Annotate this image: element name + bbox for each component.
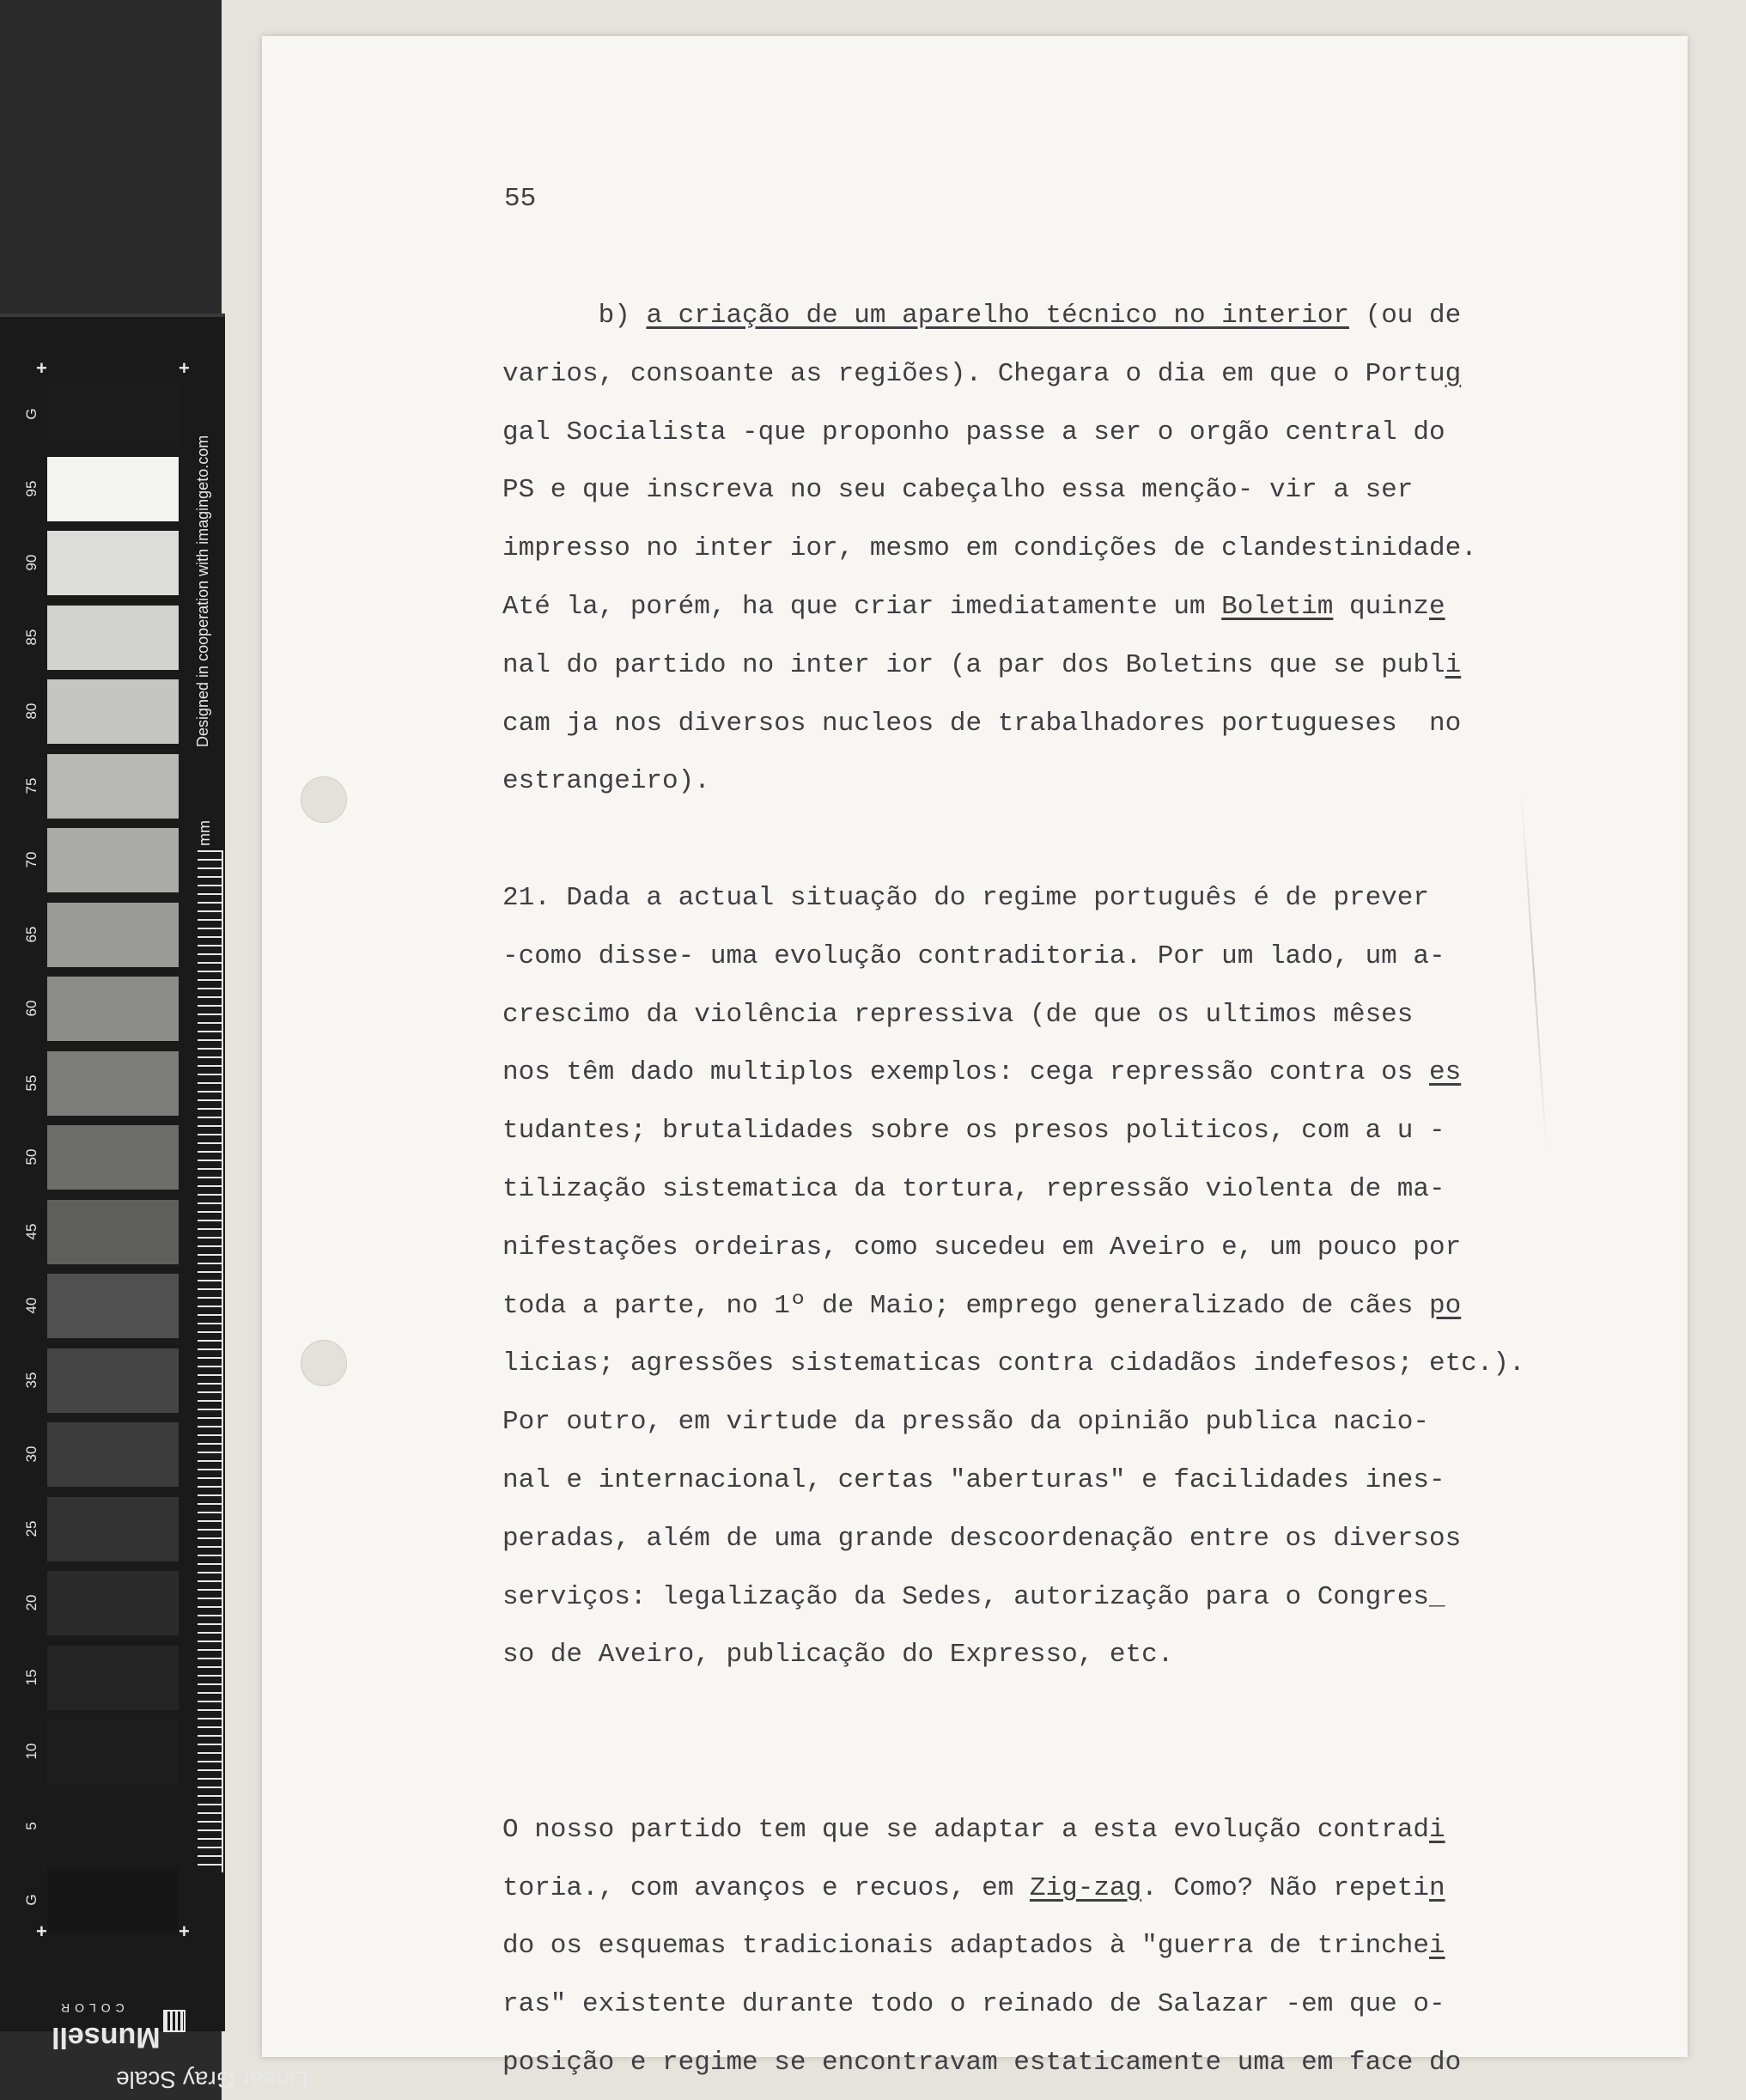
gray-patch-label: 35	[23, 1372, 40, 1388]
gray-patch-label: 40	[23, 1297, 40, 1314]
underlined-text: Zig-zag	[1029, 1872, 1142, 1903]
gray-patch-label: 5	[23, 1821, 40, 1830]
credit-text: Designed in cooperation with imagingeto.com	[194, 435, 211, 747]
underlined-text: i	[1445, 649, 1462, 680]
text-segment: toda a parte, no 1º de Maio; emprego generalizado de cães	[502, 1290, 1429, 1321]
scale-name: Linear Gray Scale	[116, 2067, 309, 2093]
gray-patch-label: 25	[23, 1520, 40, 1537]
text-segment: nal do partido no inter ior (a par dos Boletins que se publ	[502, 649, 1445, 680]
text-line	[502, 648, 1461, 683]
paper-crease	[1520, 792, 1547, 1152]
punch-hole	[301, 776, 347, 823]
text-segment: nifestações ordeiras, como sucedeu em Aveiro e, um pouco por	[502, 1232, 1462, 1263]
underlined-text: i	[1428, 1931, 1445, 1962]
munsell-logo-icon	[163, 2010, 186, 2032]
gray-patch-label: 80	[23, 703, 40, 720]
gray-patch	[47, 754, 179, 819]
gray-patch-label: 55	[23, 1074, 40, 1091]
text-line	[502, 1114, 1445, 1148]
gray-patch	[47, 1348, 179, 1413]
text-segment: tilização sistematica da tortura, repressão violenta de ma-	[502, 1174, 1445, 1204]
text-segment: do os esquemas tradicionais adaptados à "guerra de trinche	[502, 1931, 1429, 1962]
gray-patch-label: 10	[23, 1743, 40, 1760]
text-line	[502, 940, 1445, 974]
underlined-text: g	[1445, 358, 1462, 389]
gray-patch-label: 65	[23, 926, 40, 942]
gray-patch	[47, 457, 179, 521]
unit-label: mm	[196, 820, 213, 846]
text-line	[502, 1289, 1461, 1324]
text-line	[502, 1347, 1525, 1381]
text-segment: impresso no inter ior, mesmo em condições de clandestinidade.	[502, 533, 1477, 564]
text-segment: PS e que inscreva no seu cabeçalho essa menção- vir a ser	[502, 475, 1414, 506]
text-line	[502, 1172, 1445, 1207]
plus-mark: +	[36, 357, 47, 379]
gray-patch	[47, 1125, 179, 1190]
underlined-text: i	[1428, 1814, 1445, 1845]
text-segment: serviços: legalização da Sedes, autorização para o Congres_	[502, 1581, 1445, 1612]
text-line	[502, 1987, 1445, 2022]
text-line	[502, 532, 1477, 566]
underlined-text: po	[1428, 1290, 1462, 1321]
text-segment: . Como? Não repeti	[1141, 1872, 1429, 1903]
gray-patch	[47, 977, 179, 1041]
text-line	[502, 1929, 1445, 1963]
text-segment: 21. Dada a actual situação do regime português é de prever	[502, 883, 1429, 913]
text-segment: (ou de	[1348, 301, 1462, 331]
plus-mark: +	[179, 357, 190, 379]
gray-patch	[47, 1868, 179, 1933]
gray-patch-label: G	[23, 408, 40, 420]
text-line	[502, 1464, 1445, 1498]
gray-patch-label: 95	[23, 480, 40, 496]
text-line	[502, 1638, 1173, 1672]
plus-mark: +	[179, 1920, 190, 1942]
text-line	[502, 2046, 1461, 2080]
text-segment: tudantes; brutalidades sobre os presos politicos, com a u -	[502, 1116, 1445, 1147]
brand-name: Munsell	[52, 2021, 161, 2054]
text-segment: nos têm dado multiplos exemplos: cega repressão contra os	[502, 1057, 1429, 1088]
gray-patch	[47, 1794, 179, 1859]
text-line	[502, 881, 1429, 916]
page-number: 55	[504, 184, 537, 214]
gray-patch	[47, 1646, 179, 1710]
gray-patch	[47, 1422, 179, 1487]
gray-patch	[47, 1720, 179, 1784]
text-segment: nal e internacional, certas "aberturas" e facilidades ines-	[502, 1465, 1445, 1495]
text-segment: ras" existente durante todo o reinado de Salazar -em que o-	[502, 1989, 1445, 2020]
gray-patch	[47, 903, 179, 967]
text-segment: -como disse- uma evolução contraditoria. Por um lado, um a-	[502, 940, 1445, 971]
text-line	[502, 1522, 1461, 1556]
gray-patch	[47, 382, 179, 447]
gray-patch-label: 70	[23, 851, 40, 868]
gray-patch-label: 45	[23, 1223, 40, 1239]
mm-ruler-edge	[222, 850, 223, 1872]
underlined-text: Boletim	[1221, 592, 1334, 622]
text-line	[502, 1813, 1445, 1847]
text-line	[502, 707, 1461, 741]
text-segment: so de Aveiro, publicação do Expresso, etc.	[502, 1640, 1174, 1671]
text-line	[502, 1872, 1445, 1906]
text-line	[502, 357, 1461, 392]
text-segment: licias; agressões sistematicas contra cidadãos indefesos; etc.).	[502, 1348, 1525, 1379]
gray-patch-label: 85	[23, 629, 40, 645]
gray-patch	[47, 1051, 179, 1116]
gray-patch-label: 20	[23, 1594, 40, 1611]
text-segment: Por outro, em virtude da pressão da opinião publica nacio-	[502, 1407, 1429, 1438]
text-line	[502, 416, 1445, 450]
document-page	[262, 36, 1688, 2057]
text-segment: b)	[502, 301, 647, 331]
gray-patch-label: 30	[23, 1446, 40, 1463]
gray-patch	[47, 606, 179, 670]
text-segment: peradas, além de uma grande descoordenação entre os diversos	[502, 1523, 1462, 1554]
underlined-text: n	[1429, 1872, 1445, 1903]
text-segment: quinz	[1333, 592, 1429, 622]
underlined-text: a criação de um aparelho técnico no interior	[646, 301, 1349, 331]
text-line	[502, 590, 1445, 624]
text-line	[502, 1056, 1461, 1090]
gray-patch	[47, 1200, 179, 1264]
text-segment: Até la, porém, ha que criar imediatamente um	[502, 592, 1222, 622]
gray-patch	[47, 1571, 179, 1635]
text-segment: O nosso partido tem que se adaptar a esta evolução contrad	[502, 1814, 1429, 1845]
gray-patch	[47, 531, 179, 595]
gray-patch	[47, 679, 179, 744]
text-segment: toria., com avanços e recuos, em	[502, 1872, 1030, 1903]
gray-patch-label: 60	[23, 1000, 40, 1017]
text-line	[502, 299, 1461, 333]
plus-mark: +	[36, 1920, 47, 1942]
gray-patch	[47, 828, 179, 892]
gray-patch-label: 75	[23, 777, 40, 794]
gray-patch-label: G	[23, 1894, 40, 1906]
brand-sub: COLOR	[56, 2001, 125, 2015]
text-line	[502, 764, 710, 799]
text-line	[502, 1580, 1445, 1615]
text-line	[502, 1405, 1429, 1440]
underlined-text: es	[1428, 1057, 1462, 1088]
text-segment: estrangeiro).	[502, 766, 710, 797]
text-line	[502, 473, 1413, 508]
text-segment: posição e regime se encontravam estaticamente uma em face do	[502, 2048, 1462, 2078]
text-segment: cam ja nos diversos nucleos de trabalhadores portugueses no	[502, 708, 1462, 739]
gray-patch-label: 50	[23, 1148, 40, 1166]
text-segment: crescimo da violência repressiva (de que os ultimos mêses	[502, 999, 1414, 1030]
text-line	[502, 998, 1413, 1032]
text-segment: gal Socialista -que proponho passe a ser o orgão central do	[502, 417, 1445, 447]
text-line	[502, 1231, 1461, 1265]
gray-patch	[47, 1274, 179, 1338]
gray-patch-label: 90	[23, 554, 40, 571]
gray-patch	[47, 1497, 179, 1561]
card-edge	[0, 313, 225, 317]
underlined-text: e	[1429, 592, 1445, 622]
gray-patch-label: 15	[23, 1669, 40, 1685]
text-segment: varios, consoante as regiões). Chegara o dia em que o Portu	[502, 358, 1445, 389]
punch-hole	[301, 1340, 347, 1386]
